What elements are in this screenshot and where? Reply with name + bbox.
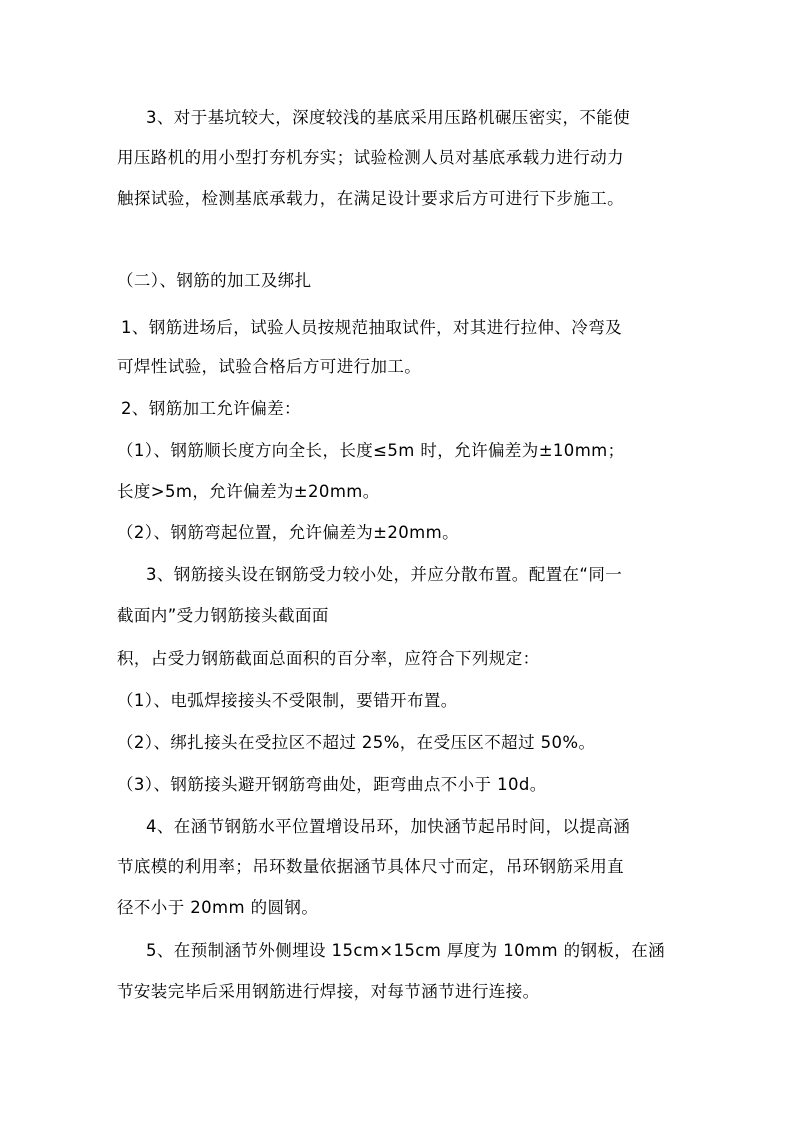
item-3-sub-2: （2）、绑扎接头在受拉区不超过 25%，在受压区不超过 50%。 — [117, 733, 596, 752]
item-4-line-2: 节底模的利用率；吊环数量依据涵节具体尺寸而定，吊环钢筋采用直 — [117, 857, 624, 876]
section-title: （二）、钢筋的加工及绑扎 — [117, 271, 312, 290]
paragraph-3-line-2: 用压路机的用小型打夯机夯实；试验检测人员对基底承载力进行动力 — [117, 148, 624, 167]
item-3-sub-1: （1）、电弧焊接接头不受限制，要错开布置。 — [117, 691, 458, 710]
item-3-line-3: 积，占受力钢筋截面总面积的百分率，应符合下列规定： — [117, 649, 540, 668]
item-3-line-2: 截面内”受力钢筋接头截面面 — [117, 606, 329, 625]
item-3-sub-3: （3）、钢筋接头避开钢筋弯曲处，距弯曲点不小于 10d。 — [117, 775, 547, 794]
paragraph-3-line-3: 触探试验，检测基底承载力，在满足设计要求后方可进行下步施工。 — [117, 189, 624, 208]
item-2-sub-1-line-1: （1）、钢筋顺长度方向全长，长度≤5m 时，允许偏差为±10mm； — [117, 441, 625, 460]
item-4-line-1: 4、在涵节钢筋水平位置增设吊环，加快涵节起吊时间，以提高涵 — [146, 817, 631, 836]
item-3-line-1: 3、钢筋接头设在钢筋受力较小处，并应分散布置。配置在“同一 — [146, 565, 623, 584]
item-5-line-2: 节安装完毕后采用钢筋进行焊接，对每节涵节进行连接。 — [117, 982, 540, 1001]
item-2-heading: 2、钢筋加工允许偏差： — [121, 399, 301, 418]
item-5-line-1: 5、在预制涵节外侧埋设 15cm×15cm 厚度为 10mm 的钢板，在涵 — [146, 941, 666, 960]
item-1-line-1: 1、钢筋进场后，试验人员按规范抽取试件，对其进行拉伸、冷弯及 — [121, 318, 622, 337]
item-1-line-2: 可焊性试验，试验合格后方可进行加工。 — [117, 357, 422, 376]
item-2-sub-1-line-2: 长度>5m，允许偏差为±20mm。 — [117, 482, 380, 501]
item-2-sub-2: （2）、钢筋弯起位置，允许偏差为±20mm。 — [117, 523, 460, 542]
paragraph-3-line-1: 3、对于基坑较大，深度较浅的基底采用压路机碾压密实，不能使 — [146, 108, 631, 127]
item-4-line-3: 径不小于 20mm 的圆钢。 — [117, 898, 319, 917]
